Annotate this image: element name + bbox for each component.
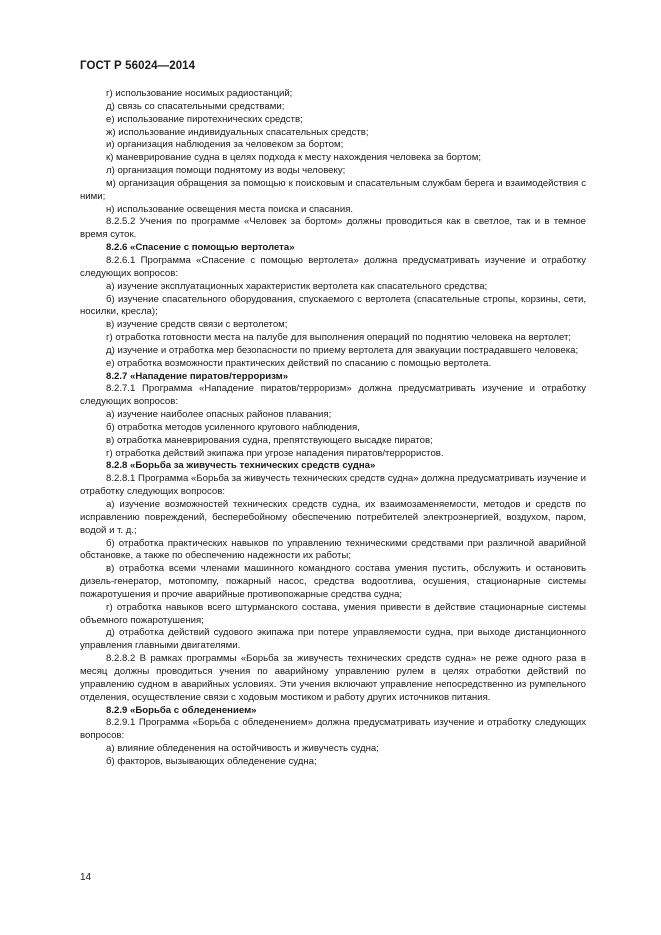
list-item: г) отработка действий экипажа при угрозе нападения пиратов/террористов. [106, 447, 444, 459]
list-item: н) использование освещения места поиска и спасания. [106, 203, 354, 215]
section-heading: 8.2.9 «Борьба с обледенением» [106, 704, 257, 716]
list-item: е) отработка возможности практических действий по спасанию с помощью вертолета. [106, 357, 492, 369]
list-item: в) отработка маневрирования судна, препятствующего высадке пиратов; [106, 434, 433, 446]
list-item: и) организация наблюдения за человеком за бортом; [106, 139, 344, 151]
list-item: б) факторов, вызывающих обледенение судна; [106, 755, 317, 767]
body-text [80, 88, 586, 769]
list-item: к) маневрирование судна в целях подхода к месту нахождения человека за бортом; [106, 152, 481, 164]
list-item: м) организация обращения за помощью к поисковым и спасательным службам берега и взаимодействия с ними; [80, 177, 586, 202]
clause-text: 8.2.7.1 Программа «Нападение пиратов/терроризм» должна предусматривать изучение и отработку следующих вопросов: [80, 383, 586, 408]
list-item: е) использование пиротехнических средств; [106, 113, 303, 125]
list-item: а) изучение наиболее опасных районов плавания; [106, 409, 332, 421]
list-item: г) отработка навыков всего штурманского состава, умения привести в действие стационарные системы объемного пожаротушения; [80, 601, 586, 626]
clause-text: 8.2.5.2 Учения по программе «Человек за бортом» должны проводиться как в светлое, так и в темное время суток. [80, 216, 586, 241]
list-item: д) связь со спасательными средствами; [106, 100, 285, 112]
list-item: д) изучение и отработка мер безопасности по приему вертолета для эвакуации пострадавшего человека; [106, 344, 579, 356]
clause-text: 8.2.9.1 Программа «Борьба с обледенением» должна предусматривать изучение и отработку следующих вопросов: [80, 717, 586, 742]
list-item: б) отработка методов усиленного кругового наблюдения, [106, 421, 360, 433]
list-item: а) изучение возможностей технических средств судна, их взаимозаменяемости, методов и средств по исправлению повреждений, бесперебойному обеспечению потребителей электроэнергией, воздухом, паром, водой и т. д.; [80, 499, 586, 536]
list-item: в) изучение средств связи с вертолетом; [106, 319, 288, 331]
list-item: б) отработка практических навыков по управлению техническими средствами при различной аварийной обстановке, а также по обеспечению надежности их работы; [80, 537, 586, 562]
list-item: г) использование носимых радиостанций; [106, 88, 293, 99]
list-item: б) изучение спасательного оборудования, спускаемого с вертолета (спасательные стропы, корзины, сети, носилки, кресла); [80, 293, 586, 318]
list-item: г) отработка готовности места на палубе для выполнения операций по поднятию человека на вертолет; [106, 332, 572, 344]
clause-text: 8.2.8.1 Программа «Борьба за живучесть технических средств судна» должна предусматривать изучение и отработку следующих вопросов: [80, 473, 586, 498]
clause-text: 8.2.8.2 В рамках программы «Борьба за живучесть технических средств судна» не реже одного раза в месяц должны проводиться учения по аварийному управлению рулем в целях отработки действий по управлению судном в аварийных условиях. Эти учения включают управление непосредственно из румпельного отделения, осуществление связи с ходовым мостиком и работу других источников питания. [80, 653, 586, 703]
page-number: 14 [80, 872, 92, 883]
clause-text: 8.2.6.1 Программа «Спасение с помощью вертолета» должна предусматривать изучение и отработку следующих вопросов: [80, 254, 586, 279]
list-item: а) влияние обледенения на остойчивость и живучесть судна; [106, 743, 379, 755]
section-heading: 8.2.7 «Нападение пиратов/терроризм» [106, 370, 289, 382]
list-item: л) организация помощи поднятому из воды человеку; [106, 165, 346, 177]
section-heading: 8.2.6 «Спасение с помощью вертолета» [106, 242, 295, 254]
list-item: а) изучение эксплуатационных характеристик вертолета как спасательного средства; [106, 280, 488, 292]
list-item: д) отработка действий судового экипажа при потере управляемости судна, при выходе дистанционного управления главными двигателями. [80, 627, 586, 652]
list-item: ж) использование индивидуальных спасательных средств; [106, 126, 369, 138]
standard-header: ГОСТ Р 56024—2014 [80, 60, 196, 72]
section-heading: 8.2.8 «Борьба за живучесть технических средств судна» [106, 460, 376, 472]
list-item: в) отработка всеми членами машинного командного состава умения пустить, обслужить и остановить дизель-генератор, мотопомпу, пожарный насос, средства водоотлива, осушения, стационарные системы пожаротушения и прочие аварийные противопожарные средства судна; [80, 563, 586, 600]
